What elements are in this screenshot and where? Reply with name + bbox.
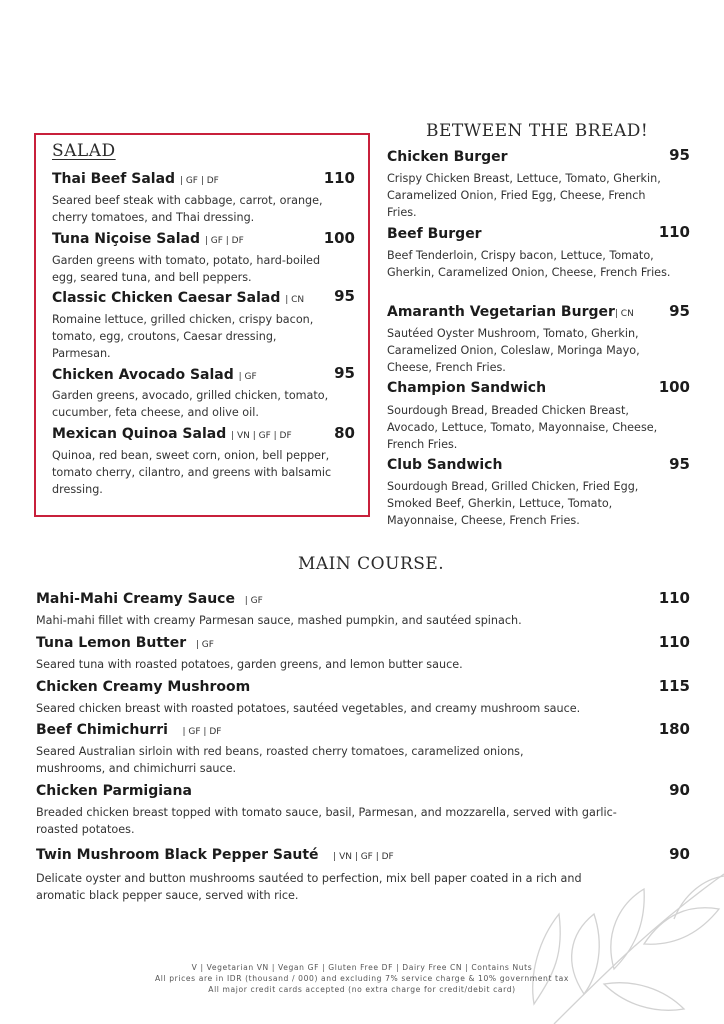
menu-item-name: Chicken Burger [387,149,508,165]
menu-item-name: Classic Chicken Caesar Salad | CN [52,290,305,306]
menu-item-price: 110 [658,589,690,607]
menu-item-price: 110 [658,633,690,651]
menu-item-description: Beef Tenderloin, Crispy bacon, Lettuce, Tomato, Gherkin, Caramelized Onion, Cheese, French Fries. [387,249,671,279]
menu-item-price: 115 [658,677,690,695]
main-course-section-title: MAIN COURSE. [298,554,445,574]
menu-item-description: Sourdough Bread, Grilled Chicken, Fried Egg, Smoked Beef, Gherkin, Lettuce, Tomato, Mayonnaise, Cheese, French Fries. [387,480,639,527]
menu-item-price: 100 [323,229,355,247]
menu-item-name: Beef Burger [387,226,482,242]
menu-item-name: Beef Chimichurri | GF | DF [36,722,222,738]
menu-item-name: Thai Beef Salad | GF | DF [52,171,219,187]
menu-item-price: 180 [658,720,690,738]
menu-item-name: Amaranth Vegetarian Burger| CN [387,304,634,320]
menu-item-name: Chicken Parmigiana [36,783,192,799]
menu-item-description: Breaded chicken breast topped with tomato sauce, basil, Parmesan, and mozzarella, served with garlic-roasted potatoes. [36,806,617,836]
menu-item-description: Seared Australian sirloin with red beans, roasted cherry tomatoes, caramelized onions, mushrooms, and chimichurri sauce. [36,745,524,775]
menu-item-price: 95 [334,364,355,382]
menu-item-price: 110 [658,223,690,241]
menu-item-description: Sourdough Bread, Breaded Chicken Breast, Avocado, Lettuce, Tomato, Mayonnaise, Cheese, French Fries. [387,404,658,451]
menu-item-price: 95 [669,146,690,164]
dietary-legend: V | Vegetarian VN | Vegan GF | Gluten Free DF | Dairy Free CN | Contains Nuts [191,963,533,972]
menu-item-description: Mahi-mahi fillet with creamy Parmesan sauce, mashed pumpkin, and sautéed spinach. [36,614,522,627]
menu-item-description: Garden greens, avocado, grilled chicken, tomato, cucumber, feta cheese, and olive oil. [52,389,329,419]
menu-item-name: Champion Sandwich [387,380,547,396]
menu-item-name: Mahi-Mahi Creamy Sauce | GF [36,591,263,607]
leaf-decoration-icon [524,854,724,1024]
menu-item-description: Sautéed Oyster Mushroom, Tomato, Gherkin, Caramelized Onion, Coleslaw, Moringa Mayo, Cheese, French Fries. [387,327,640,374]
payment-note: All major credit cards accepted (no extra charge for credit/debit card) [208,985,516,994]
salad-section-title: SALAD [52,141,116,161]
menu-item-price: 80 [334,424,355,442]
menu-item-name: Mexican Quinoa Salad | VN | GF | DF [52,426,292,442]
menu-item-description: Delicate oyster and button mushrooms sautéed to perfection, mix bell paper coated in a rich and aromatic black pepper sauce, served with rice. [36,872,582,902]
menu-item-price: 95 [334,287,355,305]
menu-item-description: Crispy Chicken Breast, Lettuce, Tomato, Gherkin, Caramelized Onion, Fried Egg, Cheese, French Fries. [387,172,661,219]
menu-item-description: Seared chicken breast with roasted potatoes, sautéed vegetables, and creamy mushroom sauce. [36,702,581,715]
menu-item-description: Seared beef steak with cabbage, carrot, orange, cherry tomatoes, and Thai dressing. [52,194,323,224]
bread-section-title: BETWEEN THE BREAD! [426,121,649,141]
menu-item-price: 90 [669,781,690,799]
menu-item-price: 110 [323,169,355,187]
menu-item-description: Quinoa, red bean, sweet corn, onion, bell pepper, tomato cherry, cilantro, and greens with balsamic dressing. [52,449,332,496]
menu-item-price: 90 [669,845,690,863]
menu-item-price: 95 [669,455,690,473]
menu-item-price: 95 [669,302,690,320]
menu-item-description: Garden greens with tomato, potato, hard-boiled egg, seared tuna, and bell peppers. [52,254,321,284]
menu-item-name: Twin Mushroom Black Pepper Sauté | VN | GF | DF [36,847,394,863]
menu-item-price: 100 [658,378,690,396]
menu-item-name: Tuna Niçoise Salad | GF | DF [52,231,244,247]
menu-item-description: Seared tuna with roasted potatoes, garden greens, and lemon butter sauce. [36,658,463,671]
menu-item-name: Tuna Lemon Butter | GF [36,635,214,651]
price-note: All prices are in IDR (thousand / 000) and excluding 7% service charge & 10% government tax [155,974,569,983]
menu-item-name: Chicken Creamy Mushroom [36,679,251,695]
menu-item-description: Romaine lettuce, grilled chicken, crispy bacon, tomato, egg, croutons, Caesar dressing, Parmesan. [52,313,314,360]
footer-notes [0,962,724,995]
menu-item-name: Club Sandwich [387,457,503,473]
menu-item-name: Chicken Avocado Salad | GF [52,367,257,383]
